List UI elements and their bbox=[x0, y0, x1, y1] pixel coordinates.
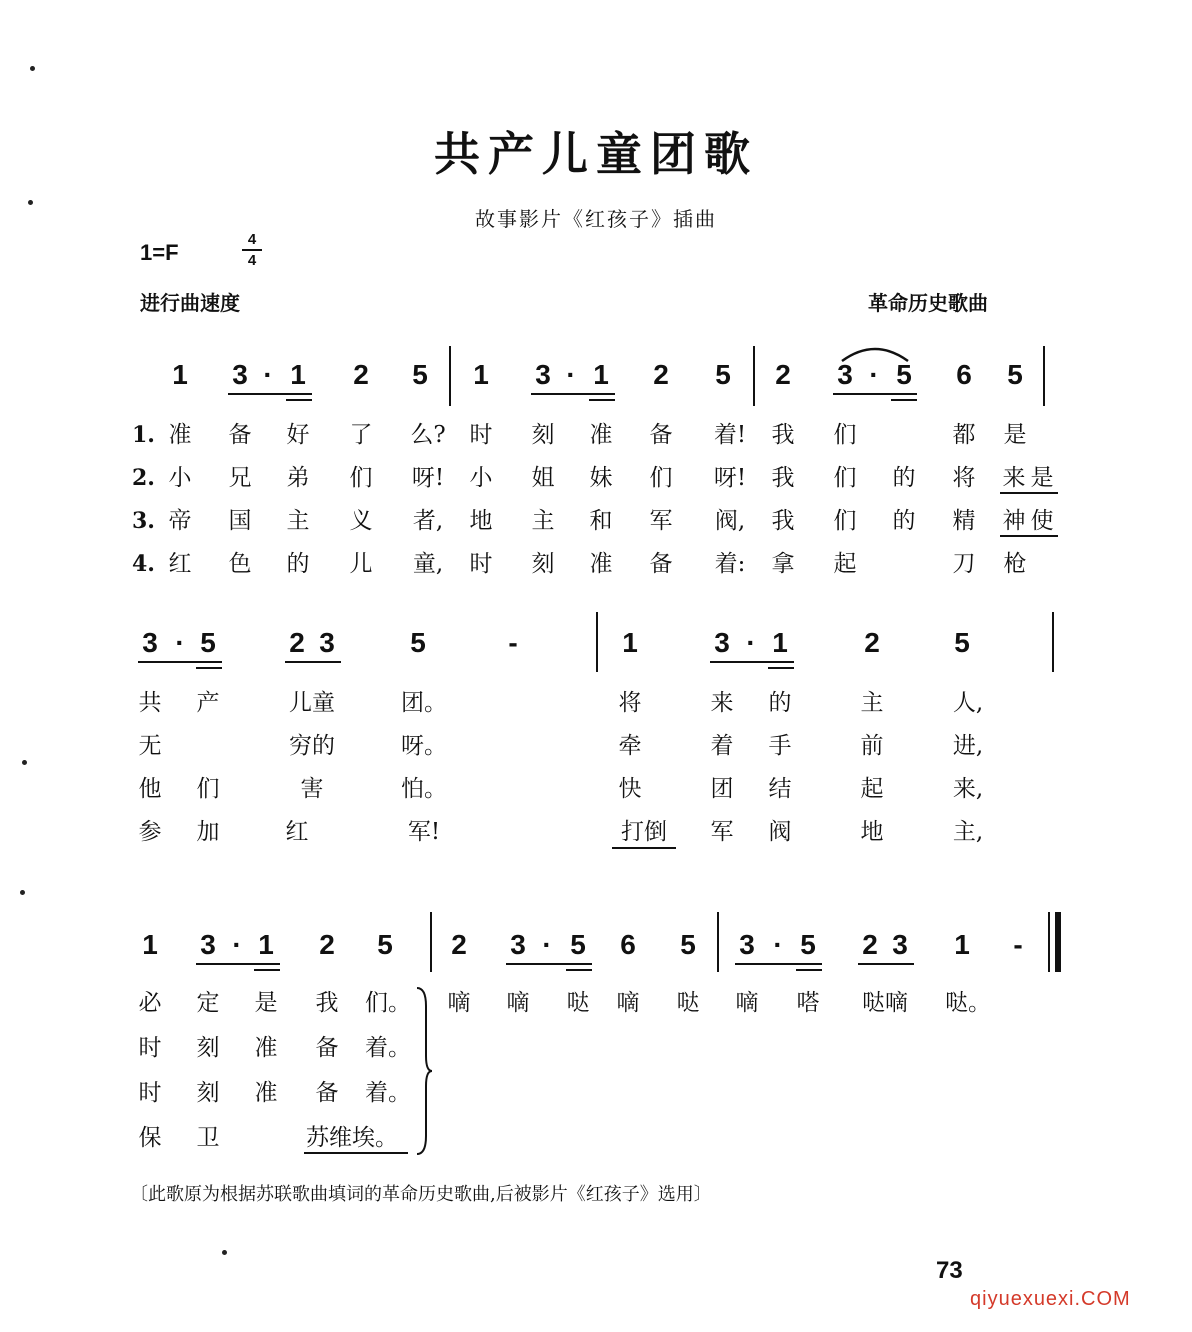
lyric: 军 bbox=[710, 819, 734, 845]
lyric: 时 bbox=[138, 1080, 162, 1106]
lyric: 着! bbox=[713, 422, 747, 448]
lyric: 呀。 bbox=[401, 733, 447, 759]
watermark-text: qiyuexuexi.COM bbox=[970, 1288, 1131, 1310]
note: 2 bbox=[353, 359, 369, 390]
lyric: 地 bbox=[469, 508, 493, 534]
lyric: 来 bbox=[710, 690, 734, 716]
scan-speck bbox=[28, 200, 33, 205]
lyric: 是 bbox=[254, 990, 278, 1016]
barline bbox=[753, 346, 755, 406]
beam-underline bbox=[891, 399, 917, 401]
lyric: 使 bbox=[1030, 508, 1054, 534]
lyric: 的 bbox=[892, 508, 916, 534]
composer-credit: 革命历史歌曲 bbox=[868, 291, 988, 315]
note: 3 bbox=[837, 359, 853, 390]
refrain-lyric: 嗒 bbox=[796, 990, 820, 1016]
lyric: 拿 bbox=[771, 551, 795, 577]
lyric: 阀, bbox=[714, 508, 746, 534]
lyric: 准 bbox=[589, 551, 613, 577]
beam-underline bbox=[768, 667, 794, 669]
lyric: 起 bbox=[860, 776, 884, 802]
refrain-lyric: 嘀 bbox=[735, 990, 759, 1016]
refrain-lyric: 哒 bbox=[566, 990, 590, 1016]
lyric: 备 bbox=[315, 1035, 339, 1061]
lyric: 弟 bbox=[286, 465, 310, 491]
lyric: 备 bbox=[649, 551, 673, 577]
lyric: 我 bbox=[771, 508, 795, 534]
lyric: 穷的 bbox=[289, 733, 335, 759]
note: 1 bbox=[772, 627, 788, 658]
note: 5 bbox=[1007, 359, 1023, 390]
lyric: 时 bbox=[138, 1035, 162, 1061]
lyric: 刻 bbox=[531, 551, 555, 577]
refrain-lyric: 嘀 bbox=[506, 990, 530, 1016]
note: 2 bbox=[862, 929, 878, 960]
lyric: 义 bbox=[349, 508, 373, 534]
lyric: 手 bbox=[768, 733, 792, 759]
lyric: 准 bbox=[589, 422, 613, 448]
lyric: 刀 bbox=[952, 551, 976, 577]
tempo-marking: 进行曲速度 bbox=[140, 291, 240, 315]
lyric: 儿 bbox=[349, 551, 373, 577]
note-dot: · bbox=[542, 929, 552, 960]
lyric: 们 bbox=[349, 465, 373, 491]
lyric: 将 bbox=[618, 690, 642, 716]
lyric: 妹 bbox=[589, 465, 613, 491]
key-signature: 1=F bbox=[140, 240, 179, 265]
footnote: 〔此歌原为根据苏联歌曲填词的革命历史歌曲,后被影片《红孩子》选用〕 bbox=[130, 1184, 712, 1205]
lyric: 刻 bbox=[196, 1035, 220, 1061]
scan-speck bbox=[22, 760, 27, 765]
lyric: 都 bbox=[952, 422, 976, 448]
note: 2 bbox=[289, 627, 305, 658]
beam-underline bbox=[735, 963, 822, 965]
lyric: 呀! bbox=[713, 465, 747, 491]
song-subtitle: 故事影片《红孩子》插曲 bbox=[475, 207, 717, 231]
lyric: 他 bbox=[138, 776, 162, 802]
lyric: 儿童 bbox=[289, 690, 335, 716]
note: 6 bbox=[620, 929, 636, 960]
note: 6 bbox=[956, 359, 972, 390]
lyric: 刻 bbox=[531, 422, 555, 448]
note: 5 bbox=[715, 359, 731, 390]
final-barline-thick bbox=[1055, 912, 1061, 972]
lyric: 军! bbox=[407, 819, 441, 845]
final-barline-thin bbox=[1048, 912, 1050, 972]
beam-underline bbox=[566, 969, 592, 971]
lyric: 备 bbox=[315, 1080, 339, 1106]
meter-top: 4 bbox=[247, 231, 257, 248]
lyric: 无 bbox=[138, 733, 162, 759]
beam-underline bbox=[589, 399, 615, 401]
beam-underline bbox=[254, 969, 280, 971]
note: 2 bbox=[775, 359, 791, 390]
note: 2 bbox=[319, 929, 335, 960]
beam-underline bbox=[858, 963, 914, 965]
lyric: 起 bbox=[833, 551, 857, 577]
note: 1 bbox=[473, 359, 489, 390]
barline bbox=[717, 912, 719, 972]
lyric: 了 bbox=[349, 422, 373, 448]
beam-underline bbox=[506, 963, 592, 965]
lyric: 备 bbox=[649, 422, 673, 448]
lyric: 着 bbox=[710, 733, 734, 759]
verse-number: 2. bbox=[132, 465, 155, 491]
lyric: 精 bbox=[952, 508, 976, 534]
note: 1 bbox=[622, 627, 638, 658]
lyric: 快 bbox=[618, 776, 642, 802]
note: 2 bbox=[864, 627, 880, 658]
barline bbox=[1043, 346, 1045, 406]
note: 3 bbox=[739, 929, 755, 960]
lyric: 团 bbox=[710, 776, 734, 802]
lyric-underline bbox=[1000, 492, 1058, 494]
lyric: 时 bbox=[469, 551, 493, 577]
lyric: 主 bbox=[531, 508, 555, 534]
lyric: 红 bbox=[285, 819, 309, 845]
beam-underline bbox=[196, 667, 222, 669]
lyric: 地 bbox=[860, 819, 884, 845]
lyric: 色 bbox=[228, 551, 252, 577]
beam-underline bbox=[833, 393, 917, 395]
brace-mark bbox=[414, 986, 434, 1156]
lyric: 牵 bbox=[618, 733, 642, 759]
note: 1 bbox=[172, 359, 188, 390]
lyric: 着。 bbox=[365, 1035, 411, 1061]
barline bbox=[430, 912, 432, 972]
lyric: 者, bbox=[412, 508, 444, 534]
lyric: 们。 bbox=[365, 990, 411, 1016]
lyric: 么? bbox=[410, 422, 446, 448]
lyric: 着。 bbox=[365, 1080, 411, 1106]
lyric-underline bbox=[304, 1152, 408, 1154]
note: 3 bbox=[714, 627, 730, 658]
verse-number: 4. bbox=[132, 551, 155, 577]
verse-number: 3. bbox=[132, 508, 155, 534]
lyric: 们 bbox=[649, 465, 673, 491]
lyric: 小 bbox=[168, 465, 192, 491]
scan-speck bbox=[20, 890, 25, 895]
slur-mark bbox=[838, 343, 912, 363]
beam-underline bbox=[285, 661, 341, 663]
lyric: 备 bbox=[228, 422, 252, 448]
lyric: 我 bbox=[771, 465, 795, 491]
note: 1 bbox=[954, 929, 970, 960]
lyric: 结 bbox=[768, 776, 792, 802]
lyric: 团。 bbox=[401, 690, 447, 716]
note-dot: · bbox=[232, 929, 242, 960]
refrain-lyric: 哒。 bbox=[945, 990, 991, 1016]
note: 5 bbox=[200, 627, 216, 658]
lyric: 的 bbox=[892, 465, 916, 491]
lyric: 打倒 bbox=[621, 819, 667, 845]
lyric: 参 bbox=[138, 819, 162, 845]
lyric: 我 bbox=[315, 990, 339, 1016]
refrain-lyric: 嘀 bbox=[616, 990, 640, 1016]
lyric: 主 bbox=[286, 508, 310, 534]
note: 3 bbox=[200, 929, 216, 960]
lyric: 刻 bbox=[196, 1080, 220, 1106]
lyric-underline bbox=[1000, 535, 1058, 537]
barline bbox=[596, 612, 598, 672]
lyric: 准 bbox=[254, 1080, 278, 1106]
scan-speck bbox=[30, 66, 35, 71]
beam-underline bbox=[138, 661, 222, 663]
note: 1 bbox=[142, 929, 158, 960]
lyric: 前 bbox=[860, 733, 884, 759]
lyric: 我 bbox=[771, 422, 795, 448]
lyric: 们 bbox=[833, 508, 857, 534]
lyric: 呀! bbox=[411, 465, 445, 491]
lyric: 保 bbox=[138, 1125, 162, 1151]
lyric: 必 bbox=[138, 990, 162, 1016]
scan-speck bbox=[222, 1250, 227, 1255]
lyric: 兄 bbox=[228, 465, 252, 491]
lyric: 来 bbox=[1002, 465, 1026, 491]
time-signature bbox=[242, 231, 262, 269]
lyric: 军 bbox=[649, 508, 673, 534]
note: 5 bbox=[377, 929, 393, 960]
lyric: 产 bbox=[196, 690, 220, 716]
lyric: 怕。 bbox=[401, 776, 447, 802]
note-dot: · bbox=[746, 627, 756, 658]
note: 5 bbox=[954, 627, 970, 658]
beam-underline bbox=[710, 661, 794, 663]
note: 5 bbox=[680, 929, 696, 960]
note-dash: - bbox=[1013, 929, 1023, 960]
lyric: 来, bbox=[952, 776, 984, 802]
note-dot: · bbox=[566, 359, 576, 390]
lyric: 的 bbox=[286, 551, 310, 577]
note: 5 bbox=[412, 359, 428, 390]
note: 2 bbox=[653, 359, 669, 390]
barline bbox=[1052, 612, 1054, 672]
lyric: 害 bbox=[300, 776, 324, 802]
note: 3 bbox=[510, 929, 526, 960]
lyric: 帝 bbox=[168, 508, 192, 534]
lyric: 神 bbox=[1002, 508, 1026, 534]
page-number: 73 bbox=[936, 1257, 963, 1284]
note-dot: · bbox=[773, 929, 783, 960]
lyric: 时 bbox=[469, 422, 493, 448]
lyric: 们 bbox=[833, 465, 857, 491]
lyric: 着: bbox=[714, 551, 746, 577]
note: 3 bbox=[319, 627, 335, 658]
note: 3 bbox=[232, 359, 248, 390]
lyric: 和 bbox=[589, 508, 613, 534]
lyric: 国 bbox=[228, 508, 252, 534]
lyric: 准 bbox=[254, 1035, 278, 1061]
lyric: 定 bbox=[196, 990, 220, 1016]
lyric: 共 bbox=[138, 690, 162, 716]
lyric: 枪 bbox=[1003, 551, 1027, 577]
lyric: 好 bbox=[286, 422, 310, 448]
beam-underline bbox=[286, 399, 312, 401]
lyric: 苏维埃。 bbox=[306, 1125, 398, 1151]
lyric: 将 bbox=[952, 465, 976, 491]
refrain-lyric: 哒嘀 bbox=[862, 990, 908, 1016]
beam-underline bbox=[228, 393, 312, 395]
refrain-lyric: 嘀 bbox=[447, 990, 471, 1016]
lyric: 人, bbox=[952, 690, 984, 716]
note: 1 bbox=[290, 359, 306, 390]
note: 1 bbox=[258, 929, 274, 960]
note: 5 bbox=[570, 929, 586, 960]
lyric: 加 bbox=[196, 819, 220, 845]
note: 5 bbox=[896, 359, 912, 390]
note: 1 bbox=[593, 359, 609, 390]
lyric-underline bbox=[612, 847, 676, 849]
note-dot: · bbox=[175, 627, 185, 658]
note: 5 bbox=[410, 627, 426, 658]
lyric: 的 bbox=[768, 690, 792, 716]
note: 3 bbox=[535, 359, 551, 390]
beam-underline bbox=[531, 393, 615, 395]
meter-bottom: 4 bbox=[247, 252, 257, 269]
lyric: 小 bbox=[469, 465, 493, 491]
lyric: 主 bbox=[860, 690, 884, 716]
lyric: 童, bbox=[412, 551, 444, 577]
song-title: 共产儿童团歌 bbox=[434, 127, 758, 181]
lyric: 进, bbox=[952, 733, 984, 759]
lyric: 姐 bbox=[531, 465, 555, 491]
refrain-lyric: 哒 bbox=[676, 990, 700, 1016]
lyric: 主, bbox=[952, 819, 984, 845]
lyric: 是 bbox=[1003, 422, 1027, 448]
lyric: 是 bbox=[1030, 465, 1054, 491]
note-dash: - bbox=[508, 627, 518, 658]
note-dot: · bbox=[869, 359, 879, 390]
note-dot: · bbox=[263, 359, 273, 390]
verse-number: 1. bbox=[132, 422, 155, 448]
lyric: 阀 bbox=[768, 819, 792, 845]
note: 2 bbox=[451, 929, 467, 960]
lyric: 准 bbox=[168, 422, 192, 448]
lyric: 红 bbox=[168, 551, 192, 577]
note: 3 bbox=[892, 929, 908, 960]
note: 5 bbox=[800, 929, 816, 960]
beam-underline bbox=[196, 963, 280, 965]
lyric: 卫 bbox=[196, 1125, 220, 1151]
beam-underline bbox=[796, 969, 822, 971]
lyric: 们 bbox=[833, 422, 857, 448]
note: 3 bbox=[142, 627, 158, 658]
lyric: 们 bbox=[196, 776, 220, 802]
barline bbox=[449, 346, 451, 406]
